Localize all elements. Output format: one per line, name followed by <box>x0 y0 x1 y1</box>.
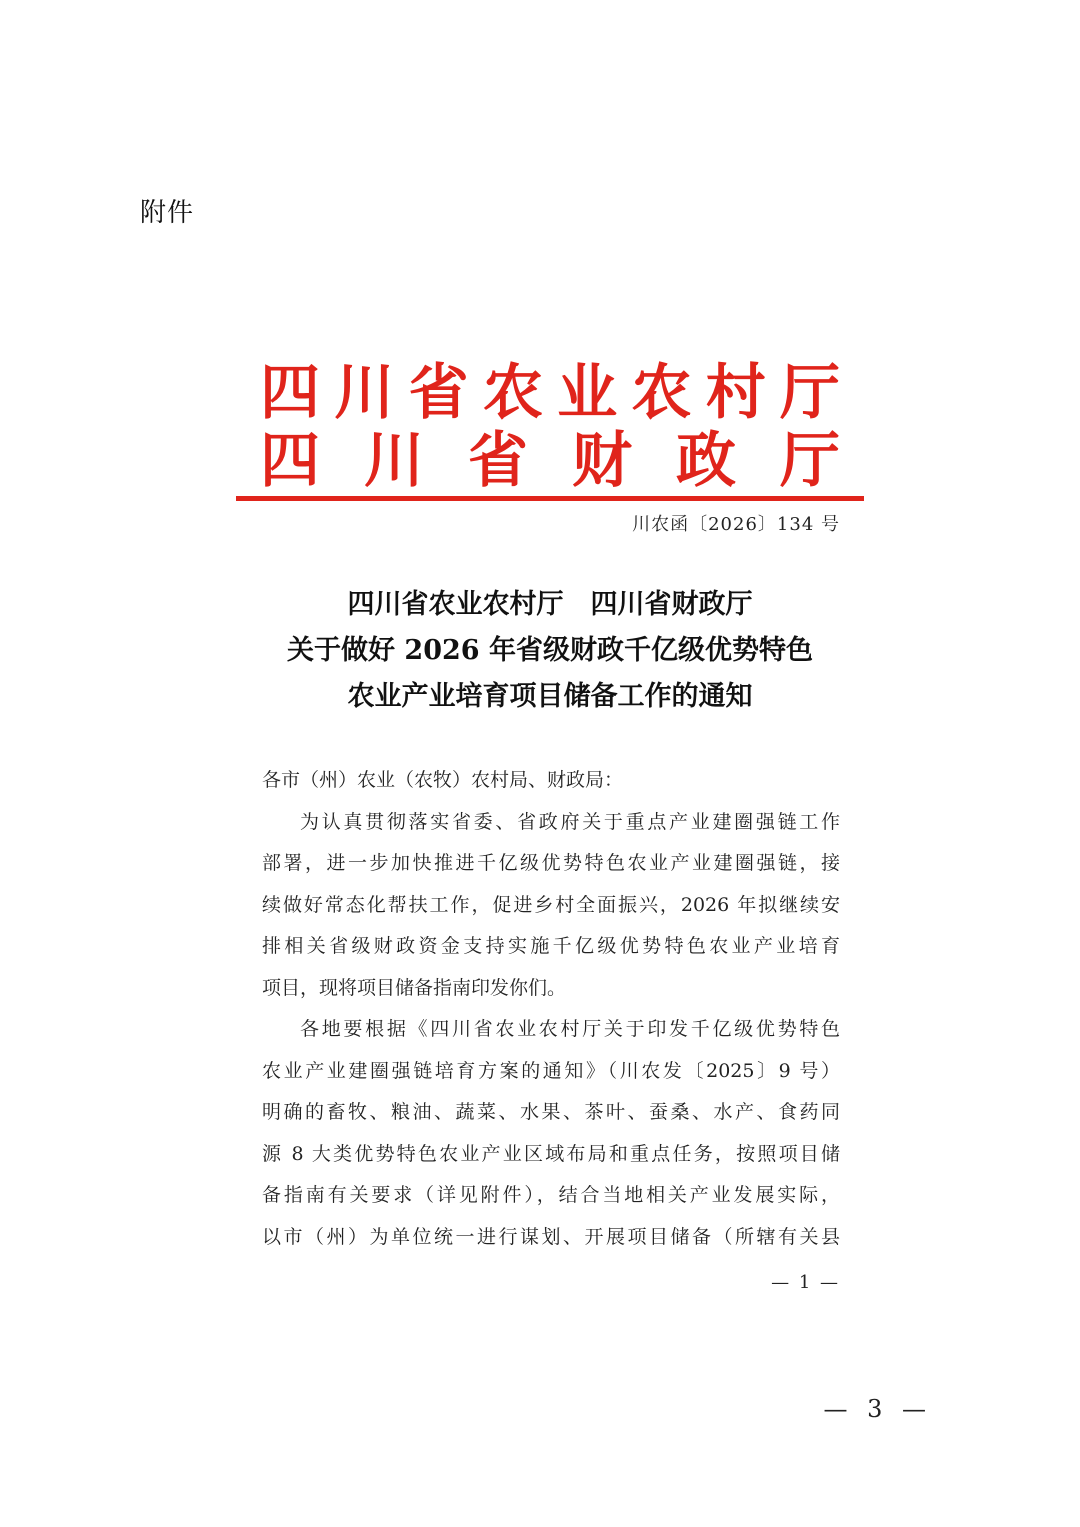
masthead-char: 农 <box>631 358 692 428</box>
addressee: 各市（州）农业（农牧）农村局、财政局： <box>262 769 624 791</box>
masthead-char: 省 <box>408 358 469 428</box>
body-line: 续做好常态化帮扶工作，促进乡村全面振兴，2026 年拟继续安 <box>262 893 840 916</box>
body-line: 排相关省级财政资金支持实施千亿级优势特色农业产业培育 <box>262 935 840 957</box>
masthead-char: 四 <box>260 426 320 496</box>
body-line: 项目，现将项目储备指南印发你们。 <box>262 976 567 999</box>
outer-page-number: — 3 — <box>823 1395 932 1423</box>
document-number: 川农函〔2026〕134 号 <box>632 514 840 535</box>
body-line: 备指南有关要求（详见附件），结合当地相关产业发展实际， <box>262 1184 840 1206</box>
masthead-char: 政 <box>676 426 736 496</box>
masthead-char: 村 <box>705 358 766 428</box>
title-line: 农业产业培育项目储备工作的通知 <box>347 681 753 712</box>
body-line: 各地要根据《四川省农业农村厅关于印发千亿级优势特色 <box>300 1018 840 1040</box>
body-line: 为认真贯彻落实省委、省政府关于重点产业建圈强链工作 <box>300 810 840 833</box>
title-line: 四川省农业农村厅 四川省财政厅 <box>347 589 753 620</box>
body-line: 农业产业建圈强链培育方案的通知》（川农发〔2025〕9 号） <box>262 1059 840 1082</box>
masthead-char: 省 <box>468 426 528 496</box>
masthead-char: 财 <box>572 426 632 496</box>
attachment-label: 附件 <box>140 198 195 228</box>
embedded-document-page <box>236 350 864 1310</box>
masthead-char: 川 <box>364 426 424 496</box>
masthead-char: 厅 <box>780 426 840 496</box>
body-line: 源 8 大类优势特色农业产业区域布局和重点任务，按照项目储 <box>262 1142 840 1165</box>
masthead-agriculture-department <box>260 358 840 428</box>
masthead-finance-department <box>260 426 840 496</box>
masthead-char: 川 <box>334 358 395 428</box>
masthead-char: 业 <box>557 358 618 428</box>
inner-page-number: — 1 — <box>771 1272 840 1293</box>
body-line: 以市（州）为单位统一进行谋划、开展项目储备（所辖有关县 <box>262 1225 840 1248</box>
masthead-char: 四 <box>260 358 320 428</box>
body-line: 明确的畜牧、粮油、蔬菜、水果、茶叶、蚕桑、水产、食药同 <box>262 1101 840 1123</box>
red-separator-rule <box>236 496 864 501</box>
masthead-char: 厅 <box>779 358 840 428</box>
title-line: 关于做好 2026 年省级财政千亿级优势特色 <box>287 635 813 666</box>
body-line: 部署，进一步加快推进千亿级优势特色农业产业建圈强链，接 <box>262 852 840 874</box>
notice-body <box>262 760 840 1258</box>
notice-title <box>236 582 864 720</box>
masthead-char: 农 <box>482 358 543 428</box>
